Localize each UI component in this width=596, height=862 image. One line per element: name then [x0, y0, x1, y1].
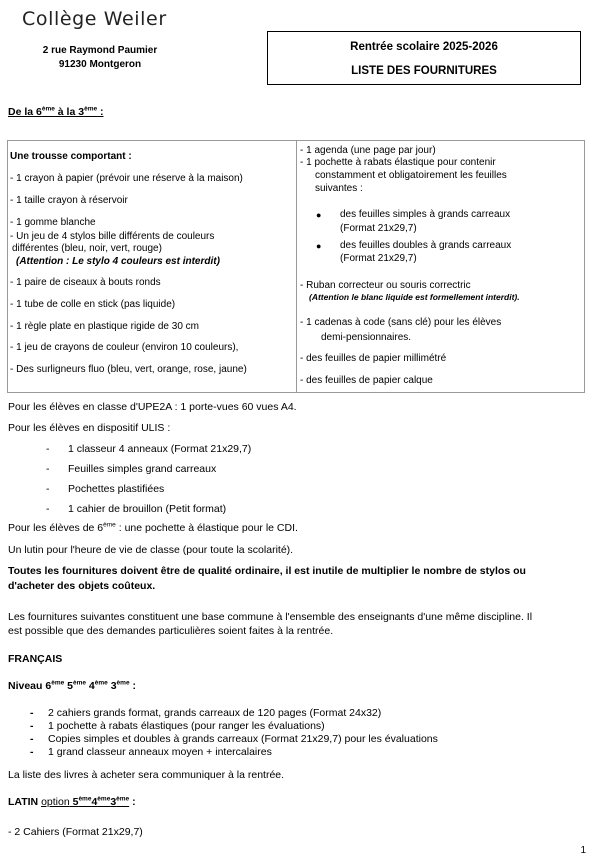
section-prefix: De la 6: [8, 106, 42, 118]
list-item: différentes (bleu, noir, vert, rouge): [12, 243, 162, 254]
section-sup-1: ème: [41, 105, 55, 113]
latin-c: 4: [91, 796, 98, 808]
title-box: [267, 31, 581, 85]
list-item: suivantes :: [315, 183, 363, 194]
niveau-sup: ème: [72, 679, 86, 687]
cdi-text-a: Pour les élèves de 6: [8, 522, 104, 534]
ulis-text: Pour les élèves en dispositif ULIS :: [8, 422, 171, 434]
list-item: - 1 crayon à papier (prévoir une réserve à la maison): [10, 173, 243, 184]
cdi-sup: ème: [103, 521, 116, 529]
list-item: constamment et obligatoirement les feuilles: [315, 170, 507, 181]
latin-end: :: [129, 796, 136, 808]
latin-heading: [8, 796, 136, 808]
list-item: - 1 gomme blanche: [10, 217, 96, 228]
list-item: - des feuilles de papier calque: [300, 375, 433, 386]
niveau-sup: ème: [94, 679, 108, 687]
table-divider: [296, 140, 297, 392]
address-line-1: 2 rue Raymond Paumier: [42, 45, 158, 56]
francais-item: 2 cahiers grands format, grands carreaux de 120 pages (Format 24x32): [48, 707, 382, 719]
list-item: - 1 jeu de crayons de couleur (environ 10 couleurs),: [10, 342, 239, 353]
dash: -: [30, 720, 34, 732]
list-item: demi-pensionnaires.: [321, 332, 412, 343]
list-item: - 1 règle plate en plastique rigide de 30 cm: [10, 321, 200, 332]
dash: -: [46, 503, 50, 515]
list-item: - 1 tube de colle en stick (pas liquide): [10, 299, 176, 310]
list-item: - 1 cadenas à code (sans clé) pour les élèves: [300, 317, 502, 328]
left-heading: Une trousse comportant :: [10, 151, 132, 162]
bullet-icon: ●: [316, 241, 322, 251]
section-heading: [8, 106, 104, 118]
list-item: - Ruban correcteur ou souris correctric: [300, 280, 471, 291]
dash: -: [30, 733, 34, 745]
list-title: LISTE DES FOURNITURES: [351, 65, 497, 77]
dash: -: [30, 746, 34, 758]
ulis-item: 1 classeur 4 anneaux (Format 21x29,7): [68, 443, 252, 455]
ulis-item: Pochettes plastifiées: [68, 483, 165, 495]
ulis-item: 1 cahier de brouillon (Petit format): [68, 503, 227, 515]
latin-a: LATIN: [8, 796, 42, 808]
warning-note: (Attention : Le stylo 4 couleurs est interdit): [16, 256, 220, 267]
latin-b: 5: [69, 796, 79, 808]
francais-heading: FRANÇAIS: [8, 653, 63, 665]
latin-sup: ème: [116, 795, 130, 803]
latin-d: 3: [110, 796, 117, 808]
dash: -: [46, 463, 50, 475]
niveau-b: 5: [64, 680, 73, 692]
list-item: (Format 21x29,7): [340, 223, 417, 234]
niveau-sup: ème: [116, 679, 130, 687]
list-item: - 1 pochette à rabats élastique pour contenir: [300, 157, 496, 168]
ulis-item: Feuilles simples grand carreaux: [68, 463, 217, 475]
niveau-heading: [8, 680, 136, 692]
list-item: - des feuilles de papier millimétré: [300, 353, 447, 364]
year-title: Rentrée scolaire 2025-2026: [350, 41, 498, 53]
niveau-a: Niveau 6: [8, 680, 52, 692]
niveau-c: 4: [86, 680, 95, 692]
page-number: 1: [580, 845, 586, 856]
list-item: - 1 paire de ciseaux à bouts ronds: [10, 277, 161, 288]
upe2a-text: Pour les élèves en classe d'UPE2A : 1 porte-vues 60 vues A4.: [8, 401, 297, 413]
section-mid: à la 3: [54, 106, 85, 118]
quality-note-line-2: d'acheter des objets coûteux.: [8, 580, 156, 592]
quality-note-line-1: Toutes les fournitures doivent être de qualité ordinaire, il est inutile de multiplier le nombre de stylos ou: [8, 565, 526, 577]
list-item: des feuilles simples à grands carreaux: [340, 209, 511, 220]
list-item: - 1 taille crayon à réservoir: [10, 195, 128, 206]
list-item: - Un jeu de 4 stylos bille différents de couleurs: [10, 231, 215, 242]
francais-item: Copies simples et doubles à grands carreaux (Format 21x29,7) pour les évaluations: [48, 733, 438, 745]
latin-sup: ème: [78, 795, 92, 803]
niveau-sup: ème: [51, 679, 65, 687]
bullet-icon: ●: [316, 210, 322, 220]
school-address: [30, 44, 170, 72]
cdi-text-b: : une pochette à élastique pour le CDI.: [115, 522, 298, 534]
livres-text: La liste des livres à acheter sera communiquer à la rentrée.: [8, 769, 285, 781]
school-logo: Collège Weiler: [22, 8, 167, 30]
niveau-d: 3: [107, 680, 117, 692]
list-item: - 1 agenda (une page par jour): [300, 145, 436, 156]
section-sup-2: ème: [84, 105, 98, 113]
warning-note: (Attention le blanc liquide est formellement interdit).: [309, 292, 520, 302]
latin-option: option: [41, 796, 70, 808]
lutin-text: Un lutin pour l'heure de vie de classe (pour toute la scolarité).: [8, 544, 294, 556]
niveau-end: :: [129, 680, 136, 692]
common-base-line-1: Les fournitures suivantes constituent une base commune à l'ensemble des enseignants d'une même discipline. Il: [8, 611, 533, 623]
dash: -: [30, 707, 34, 719]
latin-item: - 2 Cahiers (Format 21x29,7): [8, 826, 143, 838]
francais-item: 1 grand classeur anneaux moyen + intercalaires: [48, 746, 272, 758]
latin-sup: ème: [97, 795, 111, 803]
dash: -: [46, 483, 50, 495]
common-base-line-2: est possible que des demandes particulières soient faites à la rentrée.: [8, 625, 334, 637]
address-line-2: 91230 Montgeron: [58, 59, 142, 70]
section-suffix: :: [97, 106, 104, 118]
cdi-text: [8, 522, 298, 534]
list-item: (Format 21x29,7): [340, 253, 417, 264]
list-item: - Des surligneurs fluo (bleu, vert, orange, rose, jaune): [10, 364, 247, 375]
list-item: des feuilles doubles à grands carreaux: [340, 240, 512, 251]
francais-item: 1 pochette à rabats élastiques (pour ranger les évaluations): [48, 720, 325, 732]
dash: -: [46, 443, 50, 455]
